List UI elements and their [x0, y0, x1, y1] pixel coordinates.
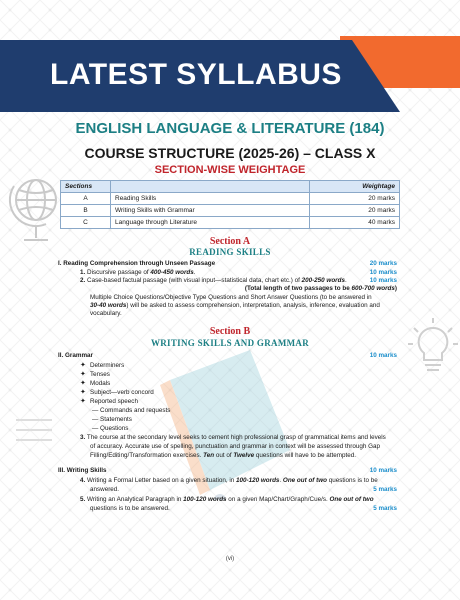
total-emphasis: 600-700 words	[351, 285, 395, 292]
decorative-lines	[14, 410, 54, 450]
topic-label: Modals	[90, 380, 111, 387]
row-weightage: 20 marks	[310, 193, 400, 205]
topic-label: Reported speech	[90, 398, 138, 405]
point-5-line-2: questions is to be answered.	[90, 505, 170, 512]
point-number: 1.	[80, 269, 86, 276]
header-blank	[111, 181, 310, 193]
point-text-end: .	[193, 269, 196, 276]
star-bullet-icon: ✦	[80, 380, 86, 387]
weightage-table	[60, 180, 400, 229]
list-item	[80, 371, 110, 379]
row-weightage: 40 marks	[310, 217, 400, 229]
point-text: on a given Map/Chart/Graph/Cue/s.	[226, 496, 330, 503]
point-text: questions is to be	[327, 477, 378, 484]
point-text: Discursive passage of	[87, 269, 151, 276]
section-b-subheading: WRITING SKILLS AND GRAMMAR	[150, 338, 310, 348]
item-ii-marks: 10 marks	[369, 352, 397, 359]
topic-label: Determiners	[90, 362, 125, 369]
row-section: C	[61, 217, 111, 229]
point-4-line-2: answered.	[90, 486, 120, 493]
topic-label: Subject—verb concord	[90, 389, 154, 396]
mcq-emphasis: 30-40 words	[90, 302, 127, 309]
mcq-line-3: vocabulary.	[90, 310, 122, 317]
point-number: 5.	[80, 496, 86, 503]
item-ii-title: II. Grammar	[58, 352, 93, 359]
point-4-line-1	[80, 477, 378, 485]
point-text: Writing a Formal Letter based on a given situation, in	[87, 477, 237, 484]
total-end: )	[394, 285, 397, 292]
point-number: 4.	[80, 477, 86, 484]
item-i-marks: 20 marks	[369, 260, 397, 267]
point-5-marks: 5 marks	[373, 505, 397, 512]
star-bullet-icon: ✦	[80, 389, 86, 396]
row-name: Writing Skills with Grammar	[111, 205, 310, 217]
point-2-marks: 10 marks	[369, 277, 397, 284]
total-length-note	[245, 285, 397, 293]
row-section: A	[61, 193, 111, 205]
table-header-row	[61, 181, 400, 193]
point-text: Filling/Editing/Transformation exercises.	[90, 452, 204, 459]
point-3-line-1	[80, 434, 386, 442]
point-1	[80, 269, 196, 277]
table-row	[61, 193, 400, 205]
item-i-title: I. Reading Comprehension through Unseen Passage	[58, 260, 216, 267]
row-section: B	[61, 205, 111, 217]
mcq-line-1: Multiple Choice Questions/Objective Type Questions and Short Answer Questions (to be answered in	[90, 294, 372, 301]
point-emphasis: One out of two	[282, 477, 327, 484]
total-text: (Total length of two passages to be	[244, 285, 352, 292]
point-text: Writing an Analytical Paragraph in	[87, 496, 184, 503]
header-weightage: Weightage	[310, 181, 400, 193]
row-name: Reading Skills	[111, 193, 310, 205]
point-number: 3.	[80, 434, 86, 441]
point-2	[80, 277, 347, 285]
section-a-heading: Section A	[209, 236, 251, 247]
banner-title: LATEST SYLLABUS	[50, 58, 342, 91]
star-bullet-icon: ✦	[80, 371, 86, 378]
point-1-marks: 10 marks	[369, 269, 397, 276]
list-item	[80, 380, 110, 388]
row-name: Language through Literature	[111, 217, 310, 229]
point-emphasis: 400-450 words	[150, 269, 194, 276]
point-emphasis: 200-250 words	[301, 277, 345, 284]
item-iii-title: III. Writing Skills	[58, 467, 107, 474]
point-text: questions will have to be attempted.	[254, 452, 357, 459]
item-iii-marks: 10 marks	[369, 467, 397, 474]
course-title: COURSE STRUCTURE (2025-26) – CLASS X	[84, 145, 376, 161]
table-row	[61, 217, 400, 229]
point-emphasis: Ten	[203, 452, 215, 459]
list-item	[80, 389, 154, 397]
point-text: The course at the secondary level seeks to cement high professional grasp of grammatical items and levels	[86, 434, 386, 441]
list-item	[80, 362, 124, 370]
point-text: .	[279, 477, 283, 484]
point-number: 2.	[80, 277, 86, 284]
section-a-subheading: READING SKILLS	[189, 247, 271, 257]
section-b-heading: Section B	[209, 326, 251, 337]
point-3-line-3	[90, 452, 356, 460]
point-4-marks: 5 marks	[373, 486, 397, 493]
point-emphasis: 100-120 words	[236, 477, 280, 484]
point-5-line-1	[80, 496, 374, 504]
point-text: out of	[214, 452, 234, 459]
subtopic: — Statements	[92, 416, 132, 423]
subtopic: — Questions	[92, 425, 129, 432]
weightage-title: SECTION-WISE WEIGHTAGE	[154, 164, 306, 176]
page-number: (vi)	[225, 556, 235, 562]
mcq-text: ) will be asked to assess comprehension, interpretation, analysis, inference, evaluation and	[126, 302, 380, 309]
list-item	[80, 398, 138, 406]
row-weightage: 20 marks	[310, 205, 400, 217]
star-bullet-icon: ✦	[80, 362, 86, 369]
topic-label: Tenses	[90, 371, 110, 378]
point-emphasis: Twelve	[233, 452, 255, 459]
header-sections: Sections	[61, 181, 111, 193]
point-text: Case-based factual passage (with visual input—statistical data, chart etc.) of	[87, 277, 302, 284]
table-row	[61, 205, 400, 217]
star-bullet-icon: ✦	[80, 398, 86, 405]
subject-title: ENGLISH LANGUAGE & LITERATURE (184)	[75, 120, 385, 137]
point-emphasis: 100-120 words	[183, 496, 227, 503]
point-text-end: .	[344, 277, 347, 284]
subtopic: — Commands and requests	[92, 407, 171, 414]
point-emphasis: One out of two	[329, 496, 374, 503]
point-3-line-2: of accuracy. Accurate use of spelling, punctuation and grammar in context will be assessed through Gap	[90, 443, 381, 450]
mcq-line-2	[90, 302, 380, 310]
